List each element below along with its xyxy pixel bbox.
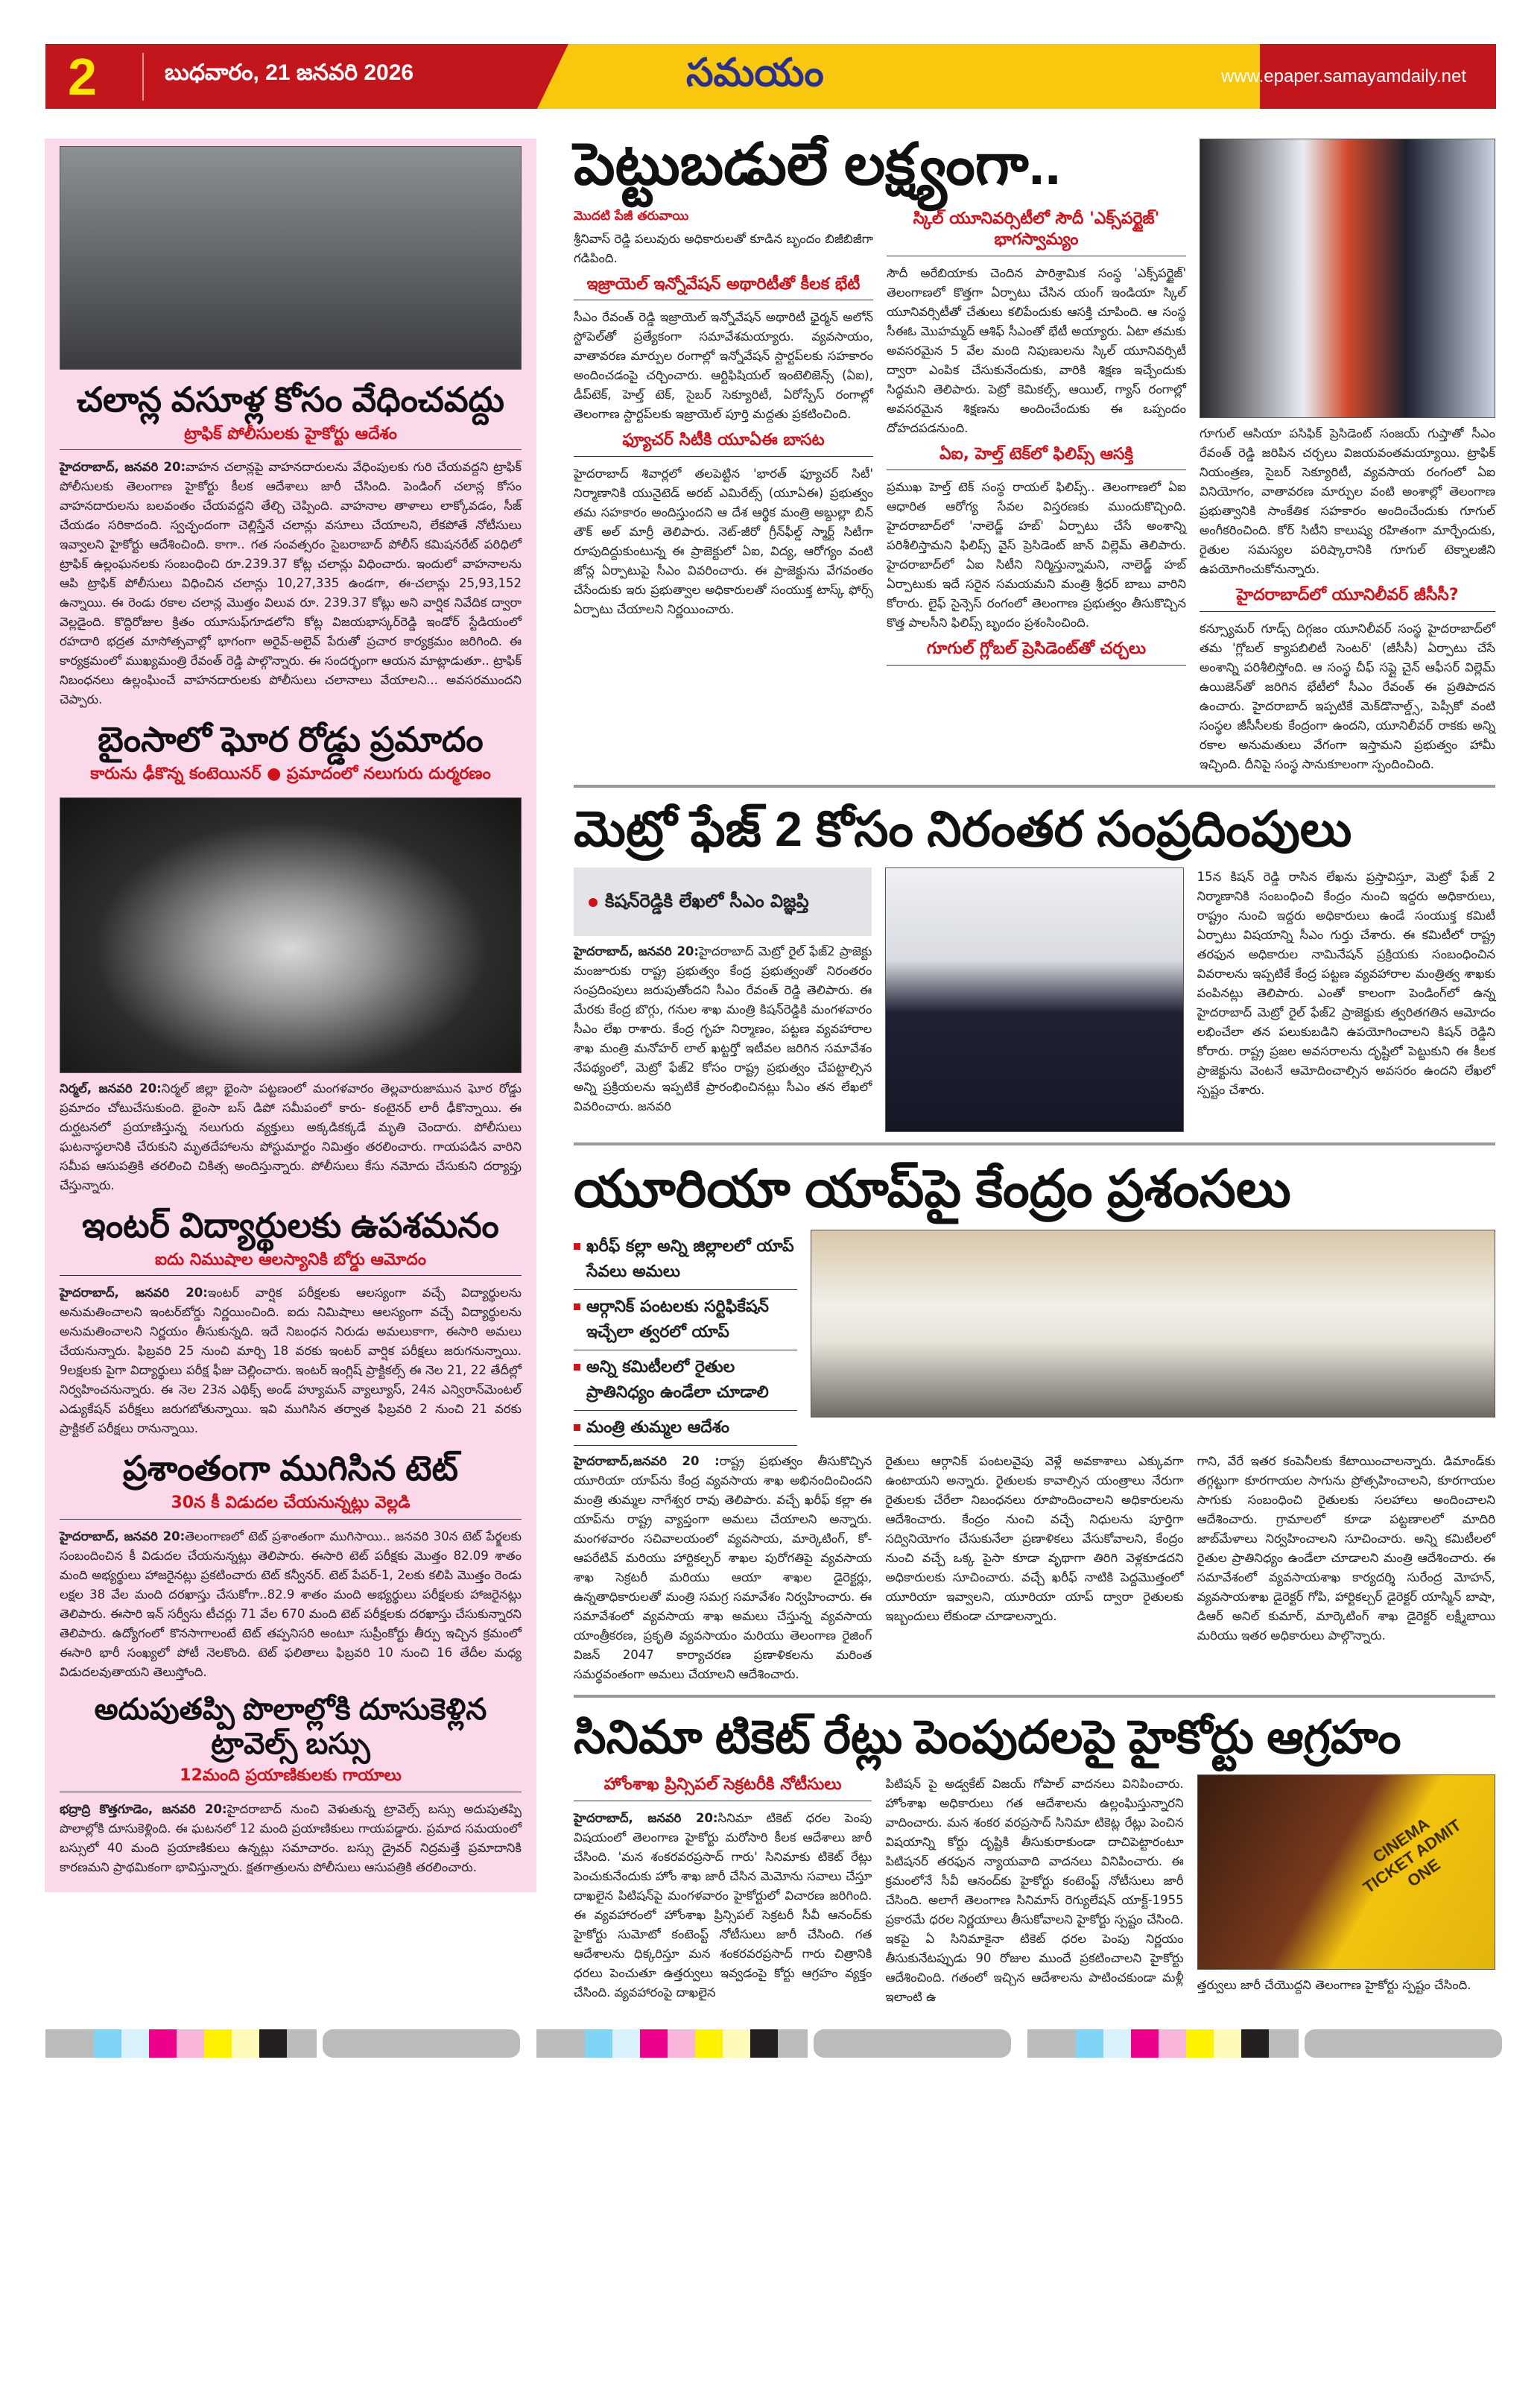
bullet-item: [574, 1411, 797, 1446]
section-title: ఇజ్రాయెల్ ఇన్నోవేషన్ అథారిటీతో కీలక భేటీ: [574, 274, 873, 301]
dateline: భద్రాద్రి కొత్తగూడెం, జనవరి 20:: [60, 1801, 227, 1816]
article-text: గూగుల్ ఆసియా పసిఫిక్ ప్రెసిడెంట్ సంజయ్ గుప్తాతో సీఎం రేవంత్ రెడ్డి జరిపిన చర్చలు విజయవంతమయ్యాయి. ట్రాఫిక్ నియంత్రణ, సైబర్ సెక్యూరిటీ, వ్యవసాయ రంగంలో ఏఐ వినియోగం, వాతావరణ మార్పుల వంటి అంశాల్లో తెలంగాణ ప్రభుత్వానికి సాంకేతిక సహకారం అందించేందుకు గూగుల్ అంగీకరించింది. కోర్ సిటీని కాలుష్య రహితంగా మార్చేందుకు, రైతుల సమస్యల పరిష్కారానికి గూగుల్ టెక్నాలజీని ఉపయోగించుకోనున్నారు.: [1200, 426, 1495, 576]
newspaper-logo: సమయం: [686, 52, 824, 95]
headline: బైంసాలో ఘోర రోడ్డు ప్రమాదం: [98, 720, 484, 759]
masthead-band: [45, 44, 1496, 109]
article-text: పిటిషన్ పై అడ్వకేట్ విజయ్ గోపాల్ వాదనలు వినిపించారు. హోంశాఖ అధికారులు గత ఆదేశాలను ఉల్లంఘిస్తున్నారని వాదించారు. మన శంకర వరప్రసాద్ సినిమా టికెట్ల రేట్లు పెంచిన విషయాన్ని కోర్టు దృష్టికి తీసుకురాకుండా దాచిపెట్టారంటూ పిటిషనర్ తరఫున న్యాయవాది వాదనలు వినిపించారు. ఈ క్రమంలోనే సీవీ ఆనంద్‌కు హైకోర్టు కంటెంప్ట్ నోటీసులు జారీ చేసింది. అలాగే తెలంగాణ సినిమాస్ రెగ్యులేషన్ యాక్ట్-1955 ప్రకారమే ధరల నిర్ణయాలు తీసుకోవాలని హైకోర్టు స్పష్టం చేసింది. ఇకపై ఏ సినిమాకైనా టికెట్ ధరల పెంపు నిర్ణయం తీసుకునేటప్పుడు 90 రోజుల ముందే ప్రకటించాలని హైకోర్టు ఆదేశించింది. గతంలో ఇచ్చిన ఆదేశాలను పాటించకుండా మళ్లీ ఇలాంటి ఉ: [885, 1777, 1184, 2005]
headline: చలాన్ల వసూళ్ల కోసం వేధించవద్దు: [77, 380, 504, 419]
bullet-icon: [574, 1303, 580, 1310]
article-text: తెలంగాణలో టెట్ ప్రశాంతంగా ముగిసాయి.. జనవరి 30న టెట్ పేర్క్షలకు సంబందించిన కీ విడుదల చేయనున్నట్లు తెలిపారు. ఈసారి టెట్ పరీక్షకు మొత్తం 82.09 శాతం మంది అభ్యర్థులు హాజరైనట్లు ప్రకటించారు టెట్ కన్వీనర్. టెట్ పేపర్-1, 2లకు కలిపి మొత్తం రెండు లక్షల 38 వేల మంది దరఖాస్తు చేసుకోగా..82.9 శాతం మంది అభ్యర్థులు పరీక్షలకు హాజరైనట్లు తెలిపారు. ఈసారి ఇన్ సర్వీసు టీచర్లు 71 వేల 670 మంది టెట్ పరీక్షలకు దరఖాస్తు చేసుకున్నారని తెలిపారు. ఉద్యోగంలో కొనసాగాలంటే టెట్ తప్పనిసరి అంటూ సుప్రీంకోర్టు తీర్పు ఇచ్చిన క్రమంలో ఈసారి భారీ సంఖ్యలో పోటీ నెలకొంది. టెట్ ఫలితాలు ఫిబ్రవరి 10 నుంచి 16 తేదీల మధ్య విడుదలవుతాయని తెలుస్తోంది.: [60, 1529, 522, 1679]
article-body: [60, 1800, 522, 1877]
divider: [142, 53, 144, 101]
subheadline: ట్రాఫిక్ పోలీసులకు హైకోర్టు ఆదేశం: [60, 424, 522, 451]
issue-date: బుధవారం, 21 జనవరి 2026: [165, 60, 414, 85]
article-text: శ్రీనివాస్ రెడ్డి పలువురు అధికారులతో కూడిన బృందం బిజీబిజీగా గడిపింది.: [574, 231, 873, 265]
traffic-police-photo: [60, 146, 522, 370]
article-text: హైదరాబాద్ మెట్రో రైల్ ఫేజ్2 ప్రాజెక్టు మంజూరుకు రాష్ట్ర ప్రభుత్వం కేంద్ర ప్రభుత్వంతో నిరంతరం సంప్రదింపులు జరుపుతోందని సీఎం రేవంత్ రెడ్డి తెలిపారు. ఈ మేరకు కేంద్ర బొగ్గు, గనుల శాఖ మంత్రి కిషన్‌రెడ్డికి మంగళవారం సీఎం లేఖ రాశారు. కేంద్ర గృహ నిర్మాణం, పట్టణ వ్యవహారాల శాఖ మంత్రి మనోహర్ లాల్ ఖట్టర్తో ఇటీవల జరిగిన సమావేశం నేపథ్యంలో, మెట్రో ఫేజ్2 కోసం రాష్ట్ర ప్రభుత్వం చేపట్టాల్సిన అన్ని ప్రక్రియలను ఇప్పటికే ప్రారంభించినట్లు సీఎం తన లేఖలో వివరించారు. జనవరి: [574, 944, 872, 1113]
lead-column-2: [887, 209, 1186, 673]
dateline: హైదరాబాద్,జనవరి 20 :: [574, 1453, 720, 1468]
article-text: హైదరాబాద్ శివార్లలో తలపెట్టిన 'భారత్ ఫ్యూచర్ సిటీ' నిర్మాణానికి యునైటెడ్ అరబ్ ఎమిరేట్స్ (యూఏఈ) ప్రభుత్వం తమ సహకారం అందిస్తుందని ఆ దేశ ఆర్థిక మంత్రి అబ్దుల్లా బిన్ తౌక్ అల్ మార్రీ తెలిపారు. నెట్-జీరో గ్రీన్‌ఫీల్డ్ స్మార్ట్ సిటీగా రూపుదిద్దుకుంటున్న ఈ ప్రాజెక్టులో ఏఐ, విద్య, ఆరోగ్యం వంటి జోన్ల ఏర్పాటుపై సీఎం వివరించారు. ఈ ప్రాజెక్టును వేగవంతం చేసేందుకు ఇరు ప్రభుత్వాల అధికారులతో సంయుక్త టాస్క్ ఫోర్స్ ఏర్పాటు చేయాలని నిర్ణయించారు.: [574, 466, 873, 616]
dateline: హైదరాబాద్, జనవరి 20:: [60, 1286, 208, 1300]
dateline: హైదరాబాద్, జనవరి 20:: [60, 460, 186, 475]
cinema-story: [574, 1774, 1495, 2007]
dateline: హైదరాబాద్, జనవరి 20:: [574, 944, 700, 958]
registration-marks: [45, 2029, 1540, 2058]
subheadline: ఐదు నిముషాల ఆలస్యానికి బోర్డు ఆమోదం: [60, 1250, 522, 1277]
section-title: గూగుల్ గ్లోబల్ ప్రెసిడెంట్‌తో చర్చలు: [887, 639, 1186, 666]
lead-story: [574, 131, 1495, 774]
left-news-column: [45, 139, 536, 1892]
subheadline: కిషన్‌రెడ్డికి లేఖలో సీఎం విజ్ఞప్తి: [605, 891, 809, 912]
page-body: [45, 131, 1495, 2007]
bullet-text: మంత్రి తుమ్మల ఆదేశం: [586, 1417, 730, 1437]
right-news-area: [566, 131, 1495, 2007]
urea-photo-column: [811, 1230, 1495, 1417]
bullet-item: [574, 1290, 797, 1350]
urea-column-2: [885, 1452, 1183, 1626]
article-body: [60, 1527, 522, 1682]
section-title: ఏఐ, హెల్త్ టెక్‌లో ఫిలిప్స్ ఆసక్తి: [887, 444, 1186, 471]
article-text: రైతులు ఆర్గానిక్ పంటలవైపు వెళ్లే అవకాశాలు ఎక్కువగా ఉంటాయని అన్నారు. రైతులకు కావాల్సిన యంత్రాలు నేరుగా రైతులకు చేరేలా నిబంధనలు రూపొందించాలని అధికారులను ఆదేశించారు. కేంద్రం నుంచి వచ్చే నిధులను పూర్తిగా సద్వినియోగం చేసుకునేలా ప్రణాళికలు వేసుకోవాలని, కేంద్రం నుంచి వచ్చే ఒక్క పైసా కూడా వృథాగా తిరిగి వెళ్లకూడదని అధికారులకు సూచించారు. వచ్చే ఖరీఫ్ నాటికి పెద్దమొత్తంలో యూరియా ఇవ్వాలని, యూరియా యాప్ ద్వారా రైతులకు ఇబ్బందులు లేకుండా చూడాలన్నారు.: [885, 1453, 1184, 1623]
article-text: నిర్మల్ జిల్లా భైంసా పట్టణంలో మంగళవారం తెల్లవారుజామున ఘోర రోడ్డు ప్రమాదం చోటుచేసుకుంది. భైంసా బస్ డిపో సమీపంలో కారు- కంటైనర్ లారీ ఢీకొన్నాయి. ఈ దుర్ఘటనలో ప్రయాణిస్తున్న నలుగురు వ్యక్తులు అక్కడికక్కడే మృతి చెందారు. పోలీసులు ఘటనాస్థలానికి చేరుకుని మృతదేహాలను పోస్టుమార్టం నిమిత్తం తరలించారు. గాయపడిన వారిని సమీప ఆసుపత్రికి తరలించి చికిత్స అందిస్తున్నారు. పోలీసులు కేసు నమోదు చేసుకుని దర్యాప్తు చేస్తున్నారు.: [60, 1081, 522, 1192]
bullet-text: ఖరీఫ్ కల్లా అన్ని జిల్లాలలో యాప్ సేవలు అమలు: [586, 1236, 794, 1281]
subheadline: కారును ఢీకొన్న కంటెయినర్ ● ప్రమాదంలో నలుగురు దుర్మరణం: [90, 765, 491, 784]
cm-speaking-photo: [885, 867, 1183, 1132]
section-title: స్కిల్ యూనివర్సిటీలో సౌదీ 'ఎక్స్‌పర్టైజ్' భాగస్వామ్యం: [887, 209, 1186, 256]
bullet-icon: [574, 1243, 580, 1250]
color-registration-bar: [1027, 2029, 1502, 2058]
bullet-text: అన్ని కమిటీలలో రైతుల ప్రాతినిధ్యం ఉండేలా చూడాలి: [586, 1357, 769, 1402]
bullet-item: [574, 1350, 797, 1411]
article-body: [60, 1283, 522, 1438]
subheadline-box: [574, 867, 872, 935]
article-body: [574, 942, 872, 1116]
article-body: [574, 1809, 872, 2003]
bullet-icon: [589, 898, 598, 907]
metro-story: [574, 867, 1495, 1132]
metro-photo-column: [885, 867, 1183, 1132]
epaper-link[interactable]: www.epaper.samayamdaily.net: [1220, 66, 1466, 86]
dateline: హైదరాబాద్, జనవరి 20:: [60, 1529, 186, 1543]
article-text: ప్రముఖ హెల్త్ టెక్ సంస్థ రాయల్ ఫిలిప్స్.. తెలంగాణలో ఏఐ ఆధారిత ఆరోగ్య సేవల విస్తరణకు ముందుకొచ్చింది. హైదరాబాద్‌లో 'నాలెడ్జ్ హబ్' ఏర్పాటు చేసే అంశాన్ని పరిశీలిస్తామని ఫిలిప్స్ వైస్ ప్రెసిడెంట్ జాన్ విల్లెమ్ తెలిపారు. హైదరాబాద్‌లో ఏఐ సిటీని నిర్మిస్తున్నామని, నాలెడ్జ్ హబ్ ఏర్పాటుకు ఇదే సరైన సమయమని మంత్రి శ్రీధర్ బాబు వారిని కోరారు. లైఫ్ సైన్సెస్ రంగంలో తెలంగాణ ప్రభుత్వం తీసుకొచ్చిన కొత్త పాలసీని ఫిలిప్స్ బృందం ప్రశంసించింది.: [887, 480, 1186, 630]
lead-column-1: [574, 209, 873, 619]
ticket-text: CINEMA TICKET ADMIT ONE: [1360, 1814, 1465, 1897]
urea-text-row: [574, 1452, 1495, 1684]
urea-column-3: [1197, 1452, 1495, 1646]
article-text: త్తర్వులు జారీ చేయొద్దని తెలంగాణ హైకోర్టు స్పష్టం చేసింది.: [1197, 1978, 1471, 1993]
masthead-yellow-panel: [537, 44, 1260, 109]
article-body: [60, 1079, 522, 1195]
divider: [574, 785, 1495, 788]
meeting-photo: [811, 1230, 1495, 1417]
section-title: హైదరాబాద్‌లో యూనిలీవర్ జీసీసీ?: [1200, 585, 1495, 612]
article-text: కన్స్యూమర్ గూడ్స్ దిగ్గజం యూనిలీవర్ సంస్థ హైదరాబాద్‌లో తమ 'గ్లోబల్ క్యాపబిలిటీ సెంటర్' (జీసీసీ) ఏర్పాటు చేసే అంశాన్ని పరిశీలిస్తోంది. ఆ సంస్థ చీఫ్ సప్లై చైన్ ఆఫీసర్ విల్లెమ్ ఉయిజెన్‌తో జరిగిన భేటీలో సీఎం రేవంత్ ఈ ప్రతిపాదన ఉంచారు. హైదరాబాద్ ఇప్పటికే మెక్‌డొనాల్డ్స్, పెప్సీకో వంటి సంస్థల జీసీసీలకు కేంద్రంగా ఉందని, యూనిలీవర్ రాకకు అన్ని రకాల అనుమతులు వేగంగా ఇస్తామని ప్రభుత్వం హామీ ఇచ్చింది. దీనిపై సంస్థ సానుకూలంగా స్పందించింది.: [1200, 621, 1495, 771]
headline: యూరియా యాప్‌పై కేంద్రం ప్రశంసలు: [574, 1160, 1291, 1219]
cinema-column-2: [885, 1774, 1183, 2007]
color-registration-bar: [536, 2029, 1011, 2058]
bullet-item: [574, 1230, 797, 1290]
cinema-column-3: [1197, 1774, 1495, 1995]
subheadline: 30న కీ విడుదల చేయనున్నట్లు వెల్లడి: [60, 1493, 522, 1520]
lead-story-main: [574, 131, 1186, 673]
urea-column-1: [574, 1452, 872, 1684]
dateline: హైదరాబాద్, జనవరి 20:: [574, 1810, 718, 1825]
bullet-icon: [574, 1424, 580, 1431]
article-text: గాని, వేరే ఇతర కంపెనీలకు కేటాయించాలన్నారు. డిమాండ్‌కు తగ్గట్టుగా కూరగాయల సాగును ప్రోత్సహించాలని, కూరగాయల సాగుకు సంబంధించి రైతులకు సలహాలు అందించాలని ఆదేశించారు. గ్రామాలలో కూడా పట్టణాలలో మాదిరి జాబ్‌మేళాలు నిర్వహించాలని సూచించారు. అన్ని కమిటీలలో రైతుల ప్రాతినిధ్యం ఉండేలా చూడాలని మంత్రి ఆదేశించారు. ఈ సమావేశంలో వ్యవసాయశాఖ కార్యదర్శి సురేంద్ర మోహన్, వ్యవసాయశాఖ డైరెక్టర్ గోపి, హార్టికల్చర్ డైరెక్టర్ యాస్మిన్ బాషా, డిఆర్ అనిల్ కుమార్, మార్కెటింగ్ శాఖ డైరెక్టర్ లక్ష్మీబాయి మరియు ఇతర అధికారులు పాల్గొన్నారు.: [1197, 1453, 1495, 1643]
article-text: ఇంటర్ వార్షిక పరీక్షలకు ఆలస్యంగా వచ్చే విద్యార్థులను అనుమతించాలని ఇంటర్‌బోర్డు నిర్ణయించింది. ఐదు నిమిషాలు ఆలస్యంగా వచ్చే విద్యార్థులను అనుమతించాలని నిర్ణయం తీసుకున్నది. ఇదే నిబంధన నిరుడు అమలుకాగా, ఈసారి అమలు చేయనున్నారు. ఫిబ్రవరి 25 నుంచి మార్చి 18 వరకు ఇంటర్ వార్షిక పరీక్షలు జరుగనున్నాయి. 9లక్షలకు పైగా విద్యార్థులు పరీక్ష ఫీజు చెల్లించారు. ఇంటర్ ఇంగ్లిష్ ప్రాక్టికల్స్ ఈ నెల 21, 22 తేదీల్లో నిర్వహించనున్నారు. ఈ నెల 23న ఎథిక్స్ అండ్ హ్యూమన్ వ్యాల్యూస్, 24న ఎన్విరాన్‌మెంటల్ ఎడ్యుకేషన్ పరీక్షలు జరుగబోతున్నాయి. ఇవి ముగిసిన తర్వాత ఫిబ్రవరి 2 నుంచి 21 వరకు ప్రాక్టికల్ పరీక్షలు రానున్నాయి.: [60, 1286, 522, 1436]
highlight-bullets: [574, 1230, 797, 1446]
bullet-text: ఆర్గానిక్ పంటలకు సర్టిఫికేషన్ ఇచ్చేలా త్వరలో యాప్: [586, 1297, 769, 1341]
headline: ఇంటర్ విద్యార్థులకు ఉపశమనం: [82, 1205, 499, 1245]
metro-column-2: [1197, 867, 1495, 1100]
page-number: 2: [68, 48, 97, 106]
headline: ప్రశాంతంగా ముగిసిన టెట్: [122, 1449, 459, 1488]
article-text: హైదరాబాద్ నుంచి వెళుతున్న ట్రావెల్స్ బస్సు అదుపుతప్పి పొలాల్లోకి దూసుకెళ్లింది. ఈ ఘటనలో 12 మంది ప్రయాణికులు గాయపడ్డారు. ప్రమాద సమయంలో బస్సులో 40 మంది ప్రయాణికులు ఉన్నట్లు సమాచారం. బస్సు డ్రైవర్ నిద్రమత్తే ప్రమాదానికి కారణమని ప్రాథమికంగా భావిస్తున్నారు. క్షతగాత్రులను పోలీసులు ఆసుపత్రికి తరలించారు.: [60, 1801, 522, 1874]
headline: మెట్రో ఫేజ్ 2 కోసం నిరంతర సంప్రదింపులు: [574, 800, 1352, 856]
section-title: ఫ్యూచర్ సిటీకి యూఏఈ బాసట: [574, 430, 873, 457]
cinema-ticket-gavel-photo: [1197, 1774, 1495, 1970]
cinema-column-1: [574, 1774, 872, 2003]
accident-car-photo: [60, 797, 522, 1073]
lead-headline: పెట్టుబడులే లక్ష్యంగా..: [574, 131, 1061, 197]
article-text: వాహన చలాన్లపై వాహనదారులను వేధింపులకు గురి చేయవద్దని ట్రాఫిక్ పోలీసులకు తెలంగాణ హైకోర్టు కీలక ఆదేశాలు జారీ చేసింది. పెండింగ్ చలాన్ల కోసం వాహనదారులను బలవంతం చేయవద్దని తేల్చి చెప్పింది. వాహనాల తాళాలు లాక్కోవడం, సీజ్ చేయడం సరికాదంది. స్వచ్ఛందంగా చెల్లిస్తేనే చలాన్లు వసూలు చేయాలని, లేకపోతే నోటీసులు ఇవ్వాలని హైకోర్టు ఆదేశించింది. కాగా.. గత సంవత్సరం సైబరాబాద్ పోలీస్ కమిషనరేట్ పరిధిలో ట్రాఫిక్ ఉల్లంఘనలకు సంబంధించి రూ.239.37 కోట్ల చలాన్లు విధించారు. ఇందులో వాహనాలను ఆపి ట్రాఫిక్ పోలీసులు విధించిన చలాన్లు 10,27,335 ఉండగా, ఈ-చలాన్లు 25,93,152 ఉన్నాయి. ఈ రెండు రకాల చలాన్ల మొత్తం విలువ రూ. 239.37 కోట్లు అని వార్షిక నివేదిక ద్వారా వెల్లడైంది. కొద్దిరోజుల క్రితం యూసుఫ్‌గూడలోని కోట్ల విజయభాస్కర్‌రెడ్డి ఇండోర్ స్టేడియంలో రహదారి భద్రత మాసోత్సవాల్లో భాగంగా అరైవ్-అలైవ్ పేరుతో ప్రచార కార్యక్రమం జరిగింది. ఈ కార్యక్రమంలో ముఖ్యమంత్రి రేవంత్ రెడ్డి పాల్గొన్నారు. ఈ సందర్భంగా ఆయన మాట్లాడుతూ.. ట్రాఫిక్ నిబంధనలు ఉల్లంఘించే వాహనదారులకు పోలీసులు చలానాలు వేయాలని... అవసరముందని చెప్పారు.: [60, 460, 522, 707]
article-text: 15న కిషన్ రెడ్డి రాసిన లేఖను ప్రస్తావిస్తూ, మెట్రో ఫేజ్ 2 నిర్మాణానికి సంబంధించి కేంద్రం నుంచి ఇద్దరు అధికారులు, రాష్ట్రం నుంచి ఇద్దరు అధికారులు ఉండే సంయుక్త కమిటీ ఏర్పాటు విషయాన్ని సీఎం గుర్తు చేశారు. ఈ కమిటీలో రాష్ట్ర తరఫున అధికారుల నామినేషన్ ప్రక్రియకు సంబంధించిన వివరాలను ఇప్పటికే కేంద్ర పట్టణ వ్యవహారాల మంత్రిత్వ శాఖకు పంపినట్లు తెలిపారు. ఎంతో కాలంగా పెండింగ్‌లో ఉన్న హైదరాబాద్ మెట్రో రైల్ ఫేజ్2 ప్రాజెక్టుకు త్వరితగతిన ఆమోదం లభించేలా తన పలుకుబడిని ఉపయోగించాలని కిషన్ రెడ్డిని కోరారు. రాష్ట్ర ప్రజల అవసరాలను దృష్టిలో పెట్టుకుని ఈ కీలక ప్రాజెక్టును వెంటనే ఆమోదించాల్సిన అవసరం ఉందని లేఖలో స్పష్టం చేశారు.: [1197, 870, 1495, 1098]
subheadline: 12మంది ప్రయాణికులకు గాయాలు: [60, 1766, 522, 1792]
continued-label: మొదటి పేజీ తరువాయి: [574, 208, 689, 224]
color-registration-bar: [45, 2029, 520, 2058]
divider: [574, 1142, 1495, 1145]
article-text: సినిమా టికెట్ ధరల పెంపు విషయంలో తెలంగాణ హైకోర్టు మరోసారి కీలక ఆదేశాలు జారీ చేసింది. 'మన శంకరవరప్రసాద్ గారు' సినిమాకు టికెట్ రేట్లు పెంచుకునేందుకు హోం శాఖ జారీ చేసిన మెమోను సవాలు చేస్తూ దాఖలైన పిటిషన్‌పై మంగళవారం హైకోర్టులో విచారణ జరిగింది. ఈ వ్యవహారంలో హోంశాఖ ప్రిన్సిపల్ సెక్రటరీ సీవీ ఆనంద్‌కు హైకోర్టు సుమోటో కంటెంప్ట్ నోటీసులు జారీ చేసింది. గత ఆదేశాలను ధిక్కరిస్తూ మన శంకరవరప్రసాద్ గారు చిత్రానికి ధరలు పెంచుతూ ఉత్తర్వులు ఇవ్వడంపై కోర్టు ఆగ్రహం వ్యక్తం చేసింది. వ్యవహారంపై దాఖలైన: [574, 1810, 872, 2000]
article-text: సౌదీ అరేబియాకు చెందిన పారిశ్రామిక సంస్థ 'ఎక్స్‌పర్టైజ్' తెలంగాణలో కొత్తగా ఏర్పాటు చేసిన యంగ్ ఇండియా స్కిల్ యూనివర్సిటీతో చేతులు కలిపేందుకు ఆసక్తి చూపింది. ఆ సంస్థ సీఈఓ మొహమ్మద్ ఆశిఫ్ సీఎంతో భేటీ అయ్యారు. ఏటా తమకు అవసరమైన 5 వేల మంది నిపుణులను స్కిల్ యూనివర్సిటీ ద్వారా ఎంపిక చేసుకునేందుకు, వారికి శిక్షణ ఇచ్చేందుకు సిద్ధమని తెలిపారు. పెట్రో కెమికల్స్, ఆయిల్, గ్యాస్ రంగాల్లో అవసరమైన శిక్షణను అందించేందుకు ఈ ఒప్పందం దోహదపడనుంది.: [887, 265, 1186, 435]
headline: అదుపుతప్పి పొలాల్లోకి దూసుకెళ్లిన ట్రావెల్స్ బస్సు: [94, 1692, 487, 1760]
article-text: సీఎం రేవంత్ రెడ్డి ఇజ్రాయెల్ ఇన్నోవేషన్ అథారిటీ ఛైర్మన్ అలోన్ స్టోపెల్‌తో ప్రత్యేకంగా సమావేశమయ్యారు. వ్యవసాయం, వాతావరణ మార్పుల రంగాల్లో ఇన్నోవేషన్ స్టార్టప్‌లకు సహకారం అందించడంపై చర్చించారు. ఆర్టిఫిషియల్ ఇంటెలిజెన్స్ (ఏఐ), డీప్‌టెక్, హెల్త్ టెక్, సైబర్ సెక్యూరిటీ, ఏరోస్పేస్ రంగాల్లో తెలంగాణ స్టార్టప్‌లకు ఇజ్రాయెల్ పూర్తి మద్దతు ప్రకటించింది.: [574, 310, 873, 422]
bullet-icon: [574, 1364, 580, 1371]
urea-top-row: [574, 1230, 1495, 1446]
article-body: [60, 458, 522, 709]
headline: సినిమా టికెట్ రేట్లు పెంపుదలపై హైకోర్టు ఆగ్రహం: [574, 1711, 1401, 1763]
lead-column-3: [1200, 139, 1495, 774]
subheadline: హోంశాఖ ప్రిన్సిపల్ సెక్రటరీకి నోటీసులు: [574, 1774, 872, 1801]
cm-meeting-photo: [1200, 139, 1495, 418]
divider: [574, 1695, 1495, 1698]
article-text: రాష్ట్ర ప్రభుత్వం తీసుకొచ్చిన యూరియా యాప్‌ను కేంద్ర వ్యవసాయ శాఖ అభినందించిందని మంత్రి తుమ్మల నాగేశ్వర రావు తెలిపారు. వచ్చే ఖరీఫ్ కల్లా ఈ యాప్‌ను రాష్ట్ర వ్యాప్తంగా అమలు చేయాలని అన్నారు. మంగళవారం సచివాలయంలో వ్యవసాయ, మార్కెటింగ్, కో-ఆపరేటివ్ మరియు హార్టికల్చర్ శాఖల పురోగతిపై వ్యవసాయ శాఖ సెక్రటరీ మరియు ఆయా శాఖల డైరెక్టర్లు, ఉన్నతాధికారులతో మంత్రి సమగ్ర సమావేశం నిర్వహించారు. ఈ సమావేశంలో వ్యవసాయ శాఖ అమలు చేస్తున్న వ్యవసాయ యాంత్రీకరణ, ప్రకృతి వ్యవసాయం మరియు తెలంగాణ రైజింగ్ విజన్ 2047 కార్యాచరణ ప్రణాళికలను మరింత సమర్థవంతంగా అమలు చేయాలని ఆదేశించారు.: [574, 1453, 872, 1681]
article-body: [574, 1452, 872, 1684]
dateline: నిర్మల్, జనవరి 20:: [60, 1081, 162, 1096]
metro-column-1: [574, 867, 872, 1116]
